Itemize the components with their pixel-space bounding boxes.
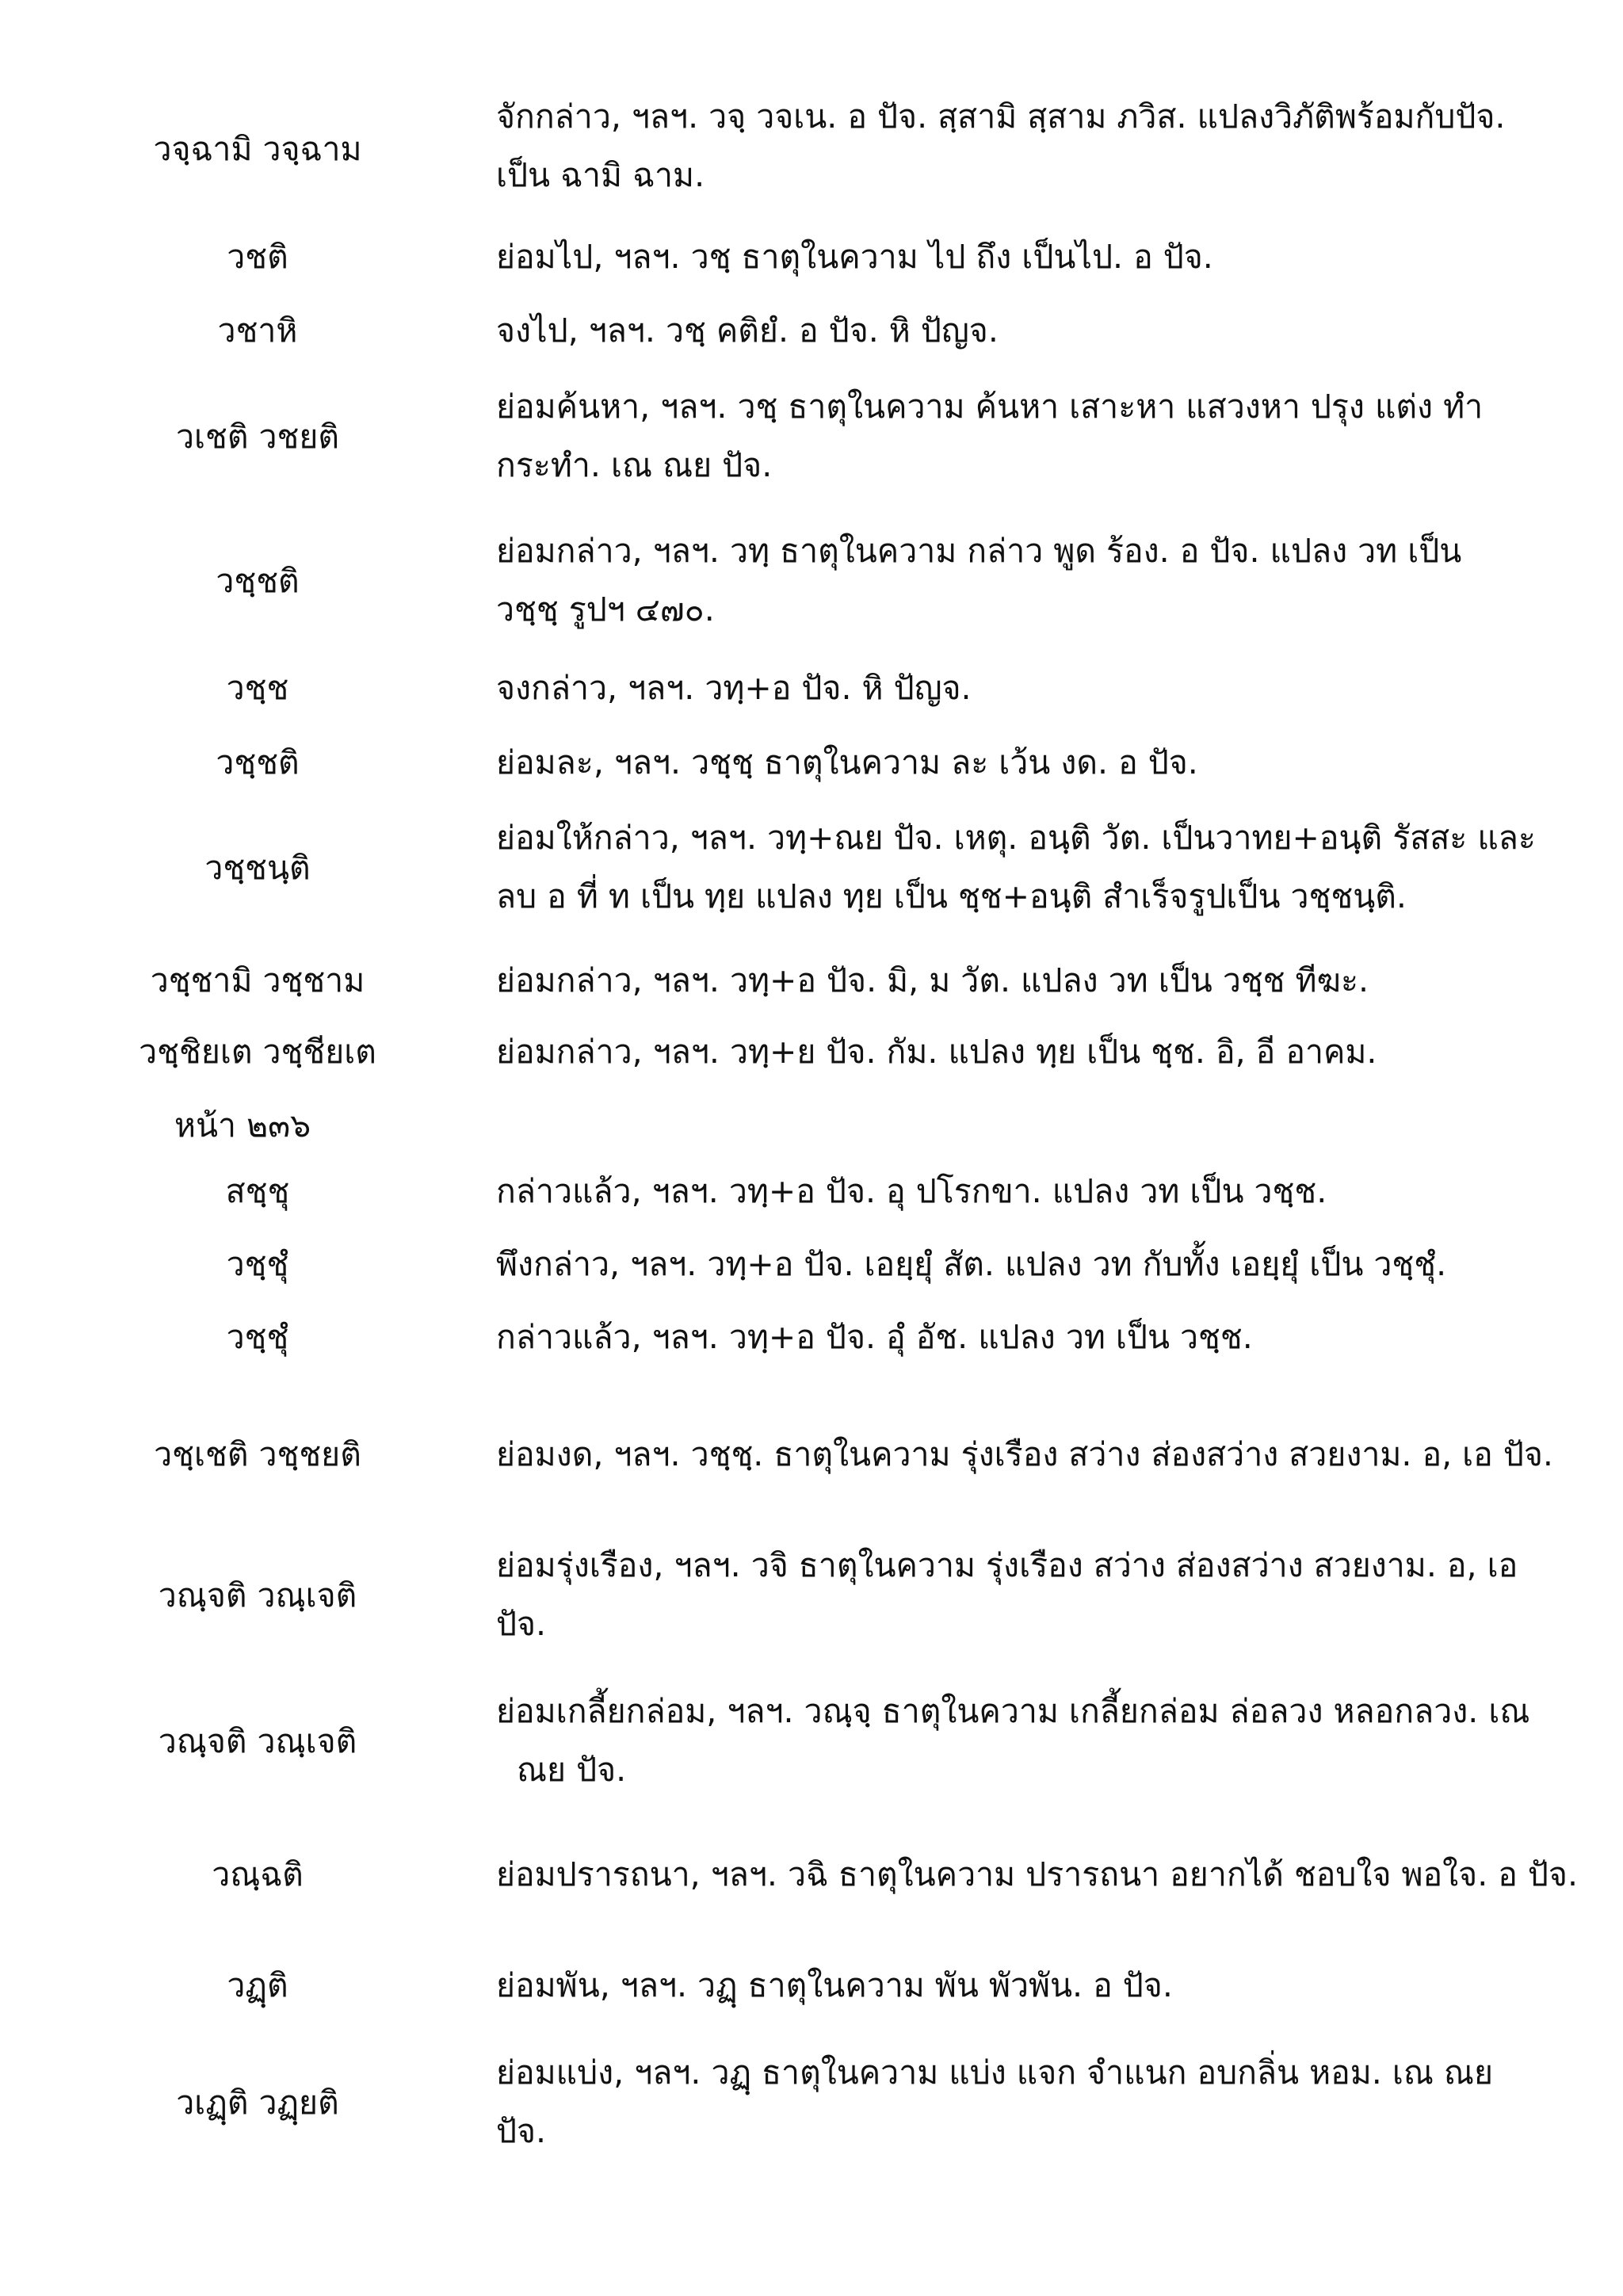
entry-term: วชฺชามิ วชฺชาม xyxy=(150,961,365,999)
definition-line: เป็น ฉามิ ฉาม. xyxy=(496,156,705,194)
entry-term: วเชติ วชยติ xyxy=(175,418,340,456)
entry-term: วชฺช xyxy=(226,669,289,707)
entry-definition xyxy=(496,1308,1590,1366)
entry-definition xyxy=(496,1845,1590,1904)
entry-definition xyxy=(496,1162,1590,1221)
entry-term: วณฺจติ วณฺเจติ xyxy=(158,1576,357,1614)
definition-line: ย่อมปรารถนา, ฯลฯ. วฉิ ธาตุในความ ปรารถนา อยากได้ ชอบใจ พอใจ. อ ปัจ. xyxy=(496,1855,1578,1893)
definition-line: กล่าวแล้ว, ฯลฯ. วทฺ+อ ปัจ. อุ ปโรกขา. แปลง วท เป็น วชฺช. xyxy=(496,1172,1327,1210)
definition-line: วชฺชฺ รูปฯ ๔๗๐. xyxy=(496,590,715,628)
entry-term: สชฺชุ xyxy=(225,1172,290,1210)
definition-line: ย่อมแบ่ง, ฯลฯ. วฏฺ ธาตุในความ แบ่ง แจก จำแนก อบกลิ่น หอม. เณ ณย xyxy=(496,2053,1493,2092)
entry-definition xyxy=(496,733,1590,792)
entry-definition xyxy=(496,2043,1590,2160)
entry-definition xyxy=(496,1022,1590,1081)
definition-line: ณย ปัจ. xyxy=(517,1751,627,1789)
entry-definition xyxy=(496,521,1590,639)
definition-line: ย่อมไป, ฯลฯ. วชฺ ธาตุในความ ไป ถึง เป็นไป. อ ปัจ. xyxy=(496,238,1213,276)
definition-line: ย่อมให้กล่าว, ฯลฯ. วทฺ+ณย ปัจ. เหตุ. อนฺติ วัต. เป็นวาทย+อนฺติ รัสสะ และ xyxy=(496,819,1536,857)
definition-line: กล่าวแล้ว, ฯลฯ. วทฺ+อ ปัจ. อุํ อัช. แปลง วท เป็น วชฺช. xyxy=(496,1318,1253,1356)
definition-line: ย่อมละ, ฯลฯ. วชฺชฺ ธาตุในความ ละ เว้น งด. อ ปัจ. xyxy=(496,743,1198,781)
definition-line: จงไป, ฯลฯ. วชฺ คติยํ. อ ปัจ. หิ ปัญจ. xyxy=(496,311,999,350)
entry-term: วชฺชนฺติ xyxy=(204,849,311,887)
entry-definition xyxy=(496,808,1590,926)
definition-line: จักกล่าว, ฯลฯ. วจฺ วจเน. อ ปัจ. สฺสามิ สฺสาม ภวิส. แปลงวิภัติพร้อมกับปัจ. xyxy=(496,97,1506,136)
page-number-marker: หน้า ๒๓๖ xyxy=(174,1106,311,1144)
entry-term: วชฺชติ xyxy=(216,562,300,600)
entry-definition xyxy=(496,659,1590,717)
definition-line: จงกล่าว, ฯลฯ. วทฺ+อ ปัจ. หิ ปัญจ. xyxy=(496,669,972,707)
definition-line: ย่อมเกลี้ยกล่อม, ฯลฯ. วณฺจฺ ธาตุในความ เกลี้ยกล่อม ล่อลวง หลอกลวง. เณ xyxy=(496,1692,1530,1730)
entry-term: วณฺจติ วณฺเจติ xyxy=(158,1722,357,1760)
entry-definition xyxy=(496,1235,1590,1293)
definition-line: ปัจ. xyxy=(496,1605,547,1643)
definition-line: ย่อมรุ่งเรือง, ฯลฯ. วจิ ธาตุในความ รุ่งเรือง สว่าง ส่องสว่าง สวยงาม. อ, เอ xyxy=(496,1546,1518,1584)
entry-definition xyxy=(496,377,1590,495)
entry-definition xyxy=(496,227,1590,286)
entry-definition xyxy=(496,951,1590,1010)
entry-definition xyxy=(496,1682,1590,1799)
entry-term: วชติ xyxy=(227,238,288,276)
definition-line: กระทำ. เณ ณย ปัจ. xyxy=(496,446,773,484)
entry-term: วชฺชุํ xyxy=(226,1245,289,1283)
definition-line: ย่อมกล่าว, ฯลฯ. วทฺ+อ ปัจ. มิ, ม วัต. แปลง วท เป็น วชฺช ทีฆะ. xyxy=(496,961,1369,999)
entry-term: วณฺฉติ xyxy=(212,1855,304,1893)
entry-term: วชฺชุํ xyxy=(226,1318,289,1356)
definition-line: ปัจ. xyxy=(496,2112,547,2150)
entry-term: วชฺชิยเต วชฺชียเต xyxy=(139,1033,376,1071)
entry-term: วเฏฺติ วฏฺยติ xyxy=(176,2084,339,2122)
entry-definition xyxy=(496,1956,1590,2015)
definition-line: พึงกล่าว, ฯลฯ. วทฺ+อ ปัจ. เอยฺยุํ สัต. แปลง วท กับทั้ง เอยฺยุํ เป็น วชฺชุํ. xyxy=(496,1245,1447,1283)
entry-term: วชาหิ xyxy=(217,311,298,350)
entry-term: วฏฺติ xyxy=(227,1966,288,2004)
definition-line: ย่อมพัน, ฯลฯ. วฏฺ ธาตุในความ พัน พัวพัน. อ ปัจ. xyxy=(496,1966,1173,2004)
entry-term: วชฺเชติ วชฺชยติ xyxy=(154,1435,361,1473)
definition-line: ลบ อ ที่ ท เป็น ทฺย แปลง ทฺย เป็น ชฺช+อนฺติ สำเร็จรูปเป็น วชฺชนฺติ. xyxy=(496,877,1407,915)
entry-definition xyxy=(496,1425,1590,1484)
definition-line: ย่อมกล่าว, ฯลฯ. วทฺ ธาตุในความ กล่าว พูด ร้อง. อ ปัจ. แปลง วท เป็น xyxy=(496,532,1462,570)
entry-term: วจฺฉามิ วจฺฉาม xyxy=(153,130,362,168)
definition-line: ย่อมค้นหา, ฯลฯ. วชฺ ธาตุในความ ค้นหา เสาะหา แสวงหา ปรุง แต่ง ทำ xyxy=(496,388,1484,426)
entry-term: วชฺชติ xyxy=(216,743,300,781)
entry-definition xyxy=(496,87,1590,204)
definition-line: ย่อมกล่าว, ฯลฯ. วทฺ+ย ปัจ. กัม. แปลง ทฺย เป็น ชฺช. อิ, อี อาคม. xyxy=(496,1033,1377,1071)
entry-definition xyxy=(496,1536,1590,1653)
definition-line: ย่อมงด, ฯลฯ. วชฺชฺ. ธาตุในความ รุ่งเรือง สว่าง ส่องสว่าง สวยงาม. อ, เอ ปัจ. xyxy=(496,1435,1553,1473)
entry-definition xyxy=(496,301,1590,360)
